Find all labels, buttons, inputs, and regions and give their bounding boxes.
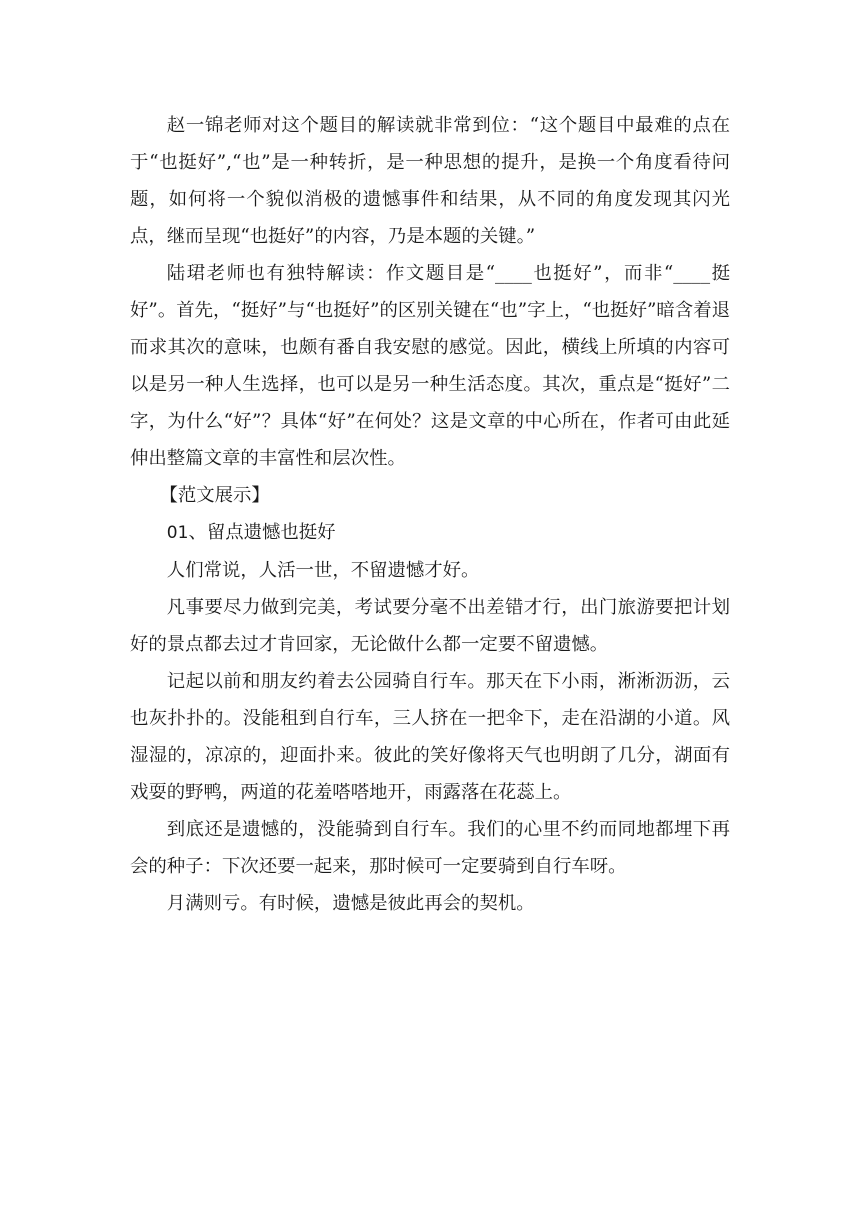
essay-paragraph: 月满则亏。有时候，遗憾是彼此再会的契机。 (166, 893, 535, 914)
paragraph-lu-interpretation: 陆珺老师也有独特解读：作文题目是“____也挺好”，而非“____挺好”。首先，“挺好”与“也挺好”的区别关键在“也”字上，“也挺好”暗含着退而求其次的意味，也颇有番自我安慰的感觉。因此，横线上所填的内容可以是另一种人生选择，也可以是另一种生活态度。其次，重点是“挺好”二字，为什么“好”？具体“好”在何处？这是文章的中心所在，作者可由此延伸出整篇文章的丰富性和层次性。 (130, 263, 730, 469)
essay-paragraph: 记起以前和朋友约着去公园骑自行车。那天在下小雨，淅淅沥沥，云也灰扑扑的。没能租到自行车，三人挤在一把伞下，走在沿湖的小道。风湿湿的，凉凉的，迎面扑来。彼此的笑好像将天气也明朗了几分，湖面有戏耍的野鸭，两道的花羞嗒嗒地开，雨露落在花蕊上。 (130, 671, 730, 803)
section-heading: 【范文展示】 (159, 485, 270, 506)
essay-title-text: 、留点遗憾也挺好 (188, 522, 336, 543)
document-body (130, 107, 730, 922)
essay-paragraph: 凡事要尽力做到完美，考试要分毫不出差错才行，出门旅游要把计划好的景点都去过才肯回家，无论做什么都一定要不留遗憾。 (130, 597, 730, 655)
paragraph-zhao-interpretation: 赵一锦老师对这个题目的解读就非常到位：“这个题目中最难的点在于“也挺好”,“也”是一种转折，是一种思想的提升，是换一个角度看待问题，如何将一个貌似消极的遗憾事件和结果，从不同的角度发现其闪光点，继而呈现“也挺好”的内容，乃是本题的关键。” (130, 115, 730, 247)
essay-title (130, 514, 730, 552)
essay-paragraph: 到底还是遗憾的，没能骑到自行车。我们的心里不约而同地都埋下再会的种子：下次还要一起来，那时候可一定要骑到自行车呀。 (130, 819, 730, 877)
essay-title-number: 01 (166, 523, 189, 543)
essay-paragraph: 人们常说，人活一世，不留遗憾才好。 (166, 560, 480, 581)
